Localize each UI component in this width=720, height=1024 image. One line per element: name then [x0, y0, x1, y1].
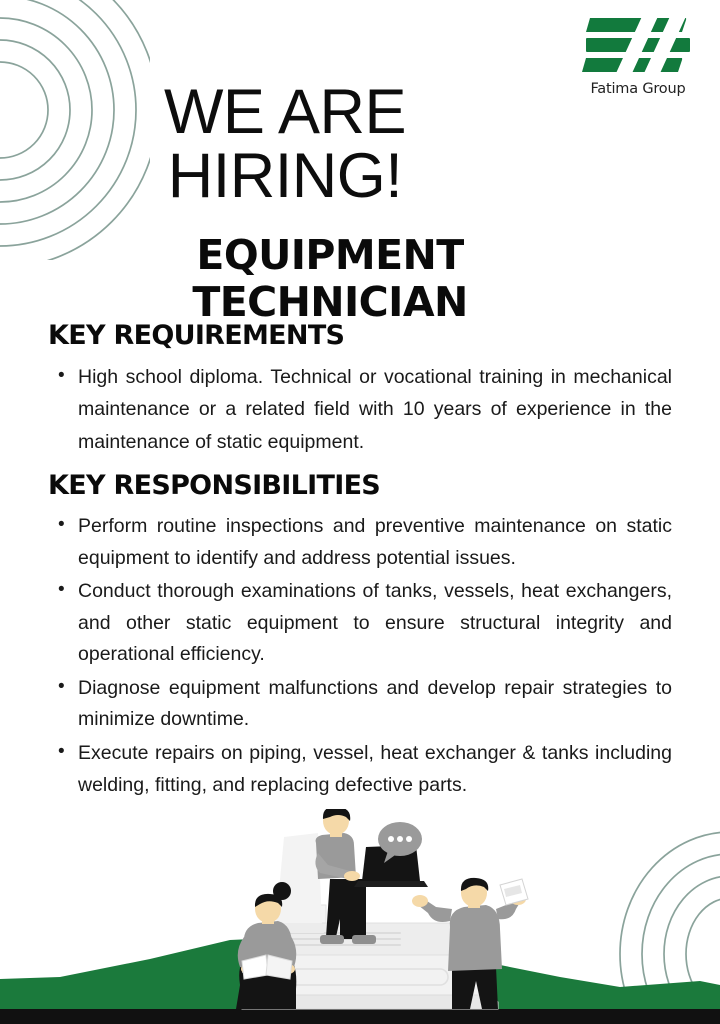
list-item: • High school diploma. Technical or vocational training in mechanical maintenance or a related field with 10 years of experience in the maintenance of static equipment.: [48, 361, 672, 458]
key-requirements-list: [48, 361, 672, 458]
job-title: [0, 232, 720, 326]
job-title-line-1: EQUIPMENT: [196, 231, 464, 280]
people-illustration: [0, 809, 720, 1024]
list-item: • Conduct thorough examinations of tanks, vessels, heat exchangers, and other static equipment to ensure structural integrity and operational efficiency.: [48, 576, 672, 671]
key-responsibilities-heading: KEY RESPONSIBILITIES: [48, 470, 381, 501]
ground-base-strip: [0, 1009, 720, 1024]
job-title-line-2: TECHNICIAN: [192, 278, 468, 327]
key-responsibilities-section: [48, 470, 672, 801]
key-requirements-section: [48, 320, 672, 458]
headline-line-2: HIRING!: [167, 141, 403, 212]
headline-line-1: WE ARE: [163, 77, 407, 148]
list-item: • Diagnose equipment malfunctions and develop repair strategies to minimize downtime.: [48, 673, 672, 736]
brand-wordmark: Fatima Group: [590, 81, 686, 97]
key-requirements-heading: KEY REQUIREMENTS: [48, 320, 345, 351]
fatima-group-logo-icon: [582, 16, 694, 78]
list-item: • Perform routine inspections and preventive maintenance on static equipment to identify and address potential issues.: [48, 511, 672, 574]
key-responsibilities-list: [48, 511, 672, 801]
page-title: [0, 77, 720, 212]
list-item: • Execute repairs on piping, vessel, heat exchanger & tanks including welding, fitting, and replacing defective parts.: [48, 738, 672, 801]
